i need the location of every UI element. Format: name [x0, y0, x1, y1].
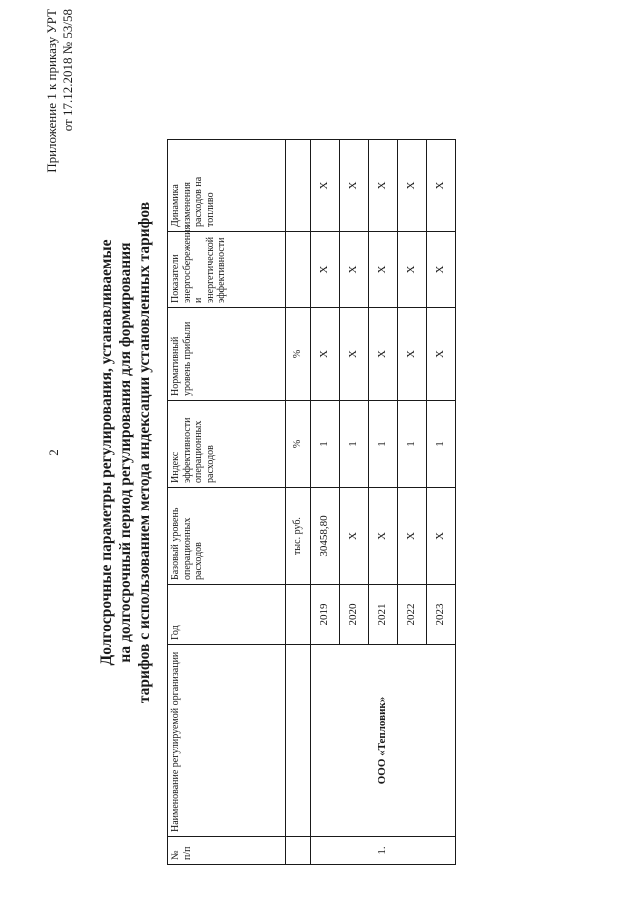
header-year: Год: [168, 585, 286, 645]
org-number-cell: 1.: [311, 837, 456, 865]
fuel-dynamics-cell: Х: [398, 140, 427, 232]
units-base-level: тыс. руб.: [286, 488, 311, 585]
profit-level-cell: Х: [398, 308, 427, 401]
energy-indicators-cell: Х: [427, 232, 456, 308]
units-efficiency-index: %: [286, 401, 311, 488]
header-efficiency-index: Индекс эффективности операционных расходов: [168, 401, 286, 488]
energy-indicators-cell: Х: [398, 232, 427, 308]
title-line-1: Долгосрочные параметры регулирования, устанавливаемые: [98, 239, 115, 666]
units-blank-org: [286, 645, 311, 837]
profit-level-cell: Х: [369, 308, 398, 401]
efficiency-index-cell: 1: [369, 401, 398, 488]
fuel-dynamics-cell: Х: [311, 140, 340, 232]
profit-level-cell: Х: [311, 308, 340, 401]
header-fuel-dynamics: Динамика изменения расходов на топливо: [168, 140, 286, 232]
profit-level-cell: Х: [340, 308, 369, 401]
fuel-dynamics-cell: Х: [369, 140, 398, 232]
header-num: № п/п: [168, 837, 286, 865]
base-level-cell: Х: [340, 488, 369, 585]
base-level-cell: 30458,80: [311, 488, 340, 585]
year-cell: 2021: [369, 585, 398, 645]
units-blank-year: [286, 585, 311, 645]
table-units-row: [286, 140, 311, 865]
units-blank-num: [286, 837, 311, 865]
table-row: [311, 140, 340, 865]
energy-indicators-cell: Х: [311, 232, 340, 308]
units-blank-fuel: [286, 140, 311, 232]
header-profit-level: Нормативный уровень прибыли: [168, 308, 286, 401]
efficiency-index-cell: 1: [311, 401, 340, 488]
year-cell: 2022: [398, 585, 427, 645]
fuel-dynamics-cell: Х: [427, 140, 456, 232]
base-level-cell: Х: [398, 488, 427, 585]
year-cell: 2020: [340, 585, 369, 645]
year-cell: 2019: [311, 585, 340, 645]
approval-line-order: Приложение 1 к приказу УРТ: [44, 9, 59, 173]
base-level-cell: Х: [369, 488, 398, 585]
efficiency-index-cell: 1: [340, 401, 369, 488]
energy-indicators-cell: Х: [369, 232, 398, 308]
header-base-level: Базовый уровень операционных расходов: [168, 488, 286, 585]
title-line-2: на долгосрочный период регулирования для формирования: [117, 242, 134, 663]
header-org: Наименование регулируемой организации: [168, 645, 286, 837]
table-header-row: [168, 140, 286, 865]
document-title: [97, 90, 154, 815]
approval-line-date: от 17.12.2018 № 53/58: [60, 9, 75, 132]
energy-indicators-cell: Х: [340, 232, 369, 308]
page-number: 2: [46, 449, 61, 456]
header-energy-indicators: Показатели энергосбережения и энергетической эффективности: [168, 232, 286, 308]
year-cell: 2023: [427, 585, 456, 645]
profit-level-cell: Х: [427, 308, 456, 401]
base-level-cell: Х: [427, 488, 456, 585]
title-line-3: тарифов с использованием метода индексации установленных тарифов: [136, 201, 153, 704]
tariff-parameters-table: [167, 139, 456, 865]
org-name-cell: ООО «Тепловик»: [311, 645, 456, 837]
efficiency-index-cell: 1: [398, 401, 427, 488]
units-profit-level: %: [286, 308, 311, 401]
units-blank-energy: [286, 232, 311, 308]
fuel-dynamics-cell: Х: [340, 140, 369, 232]
efficiency-index-cell: 1: [427, 401, 456, 488]
